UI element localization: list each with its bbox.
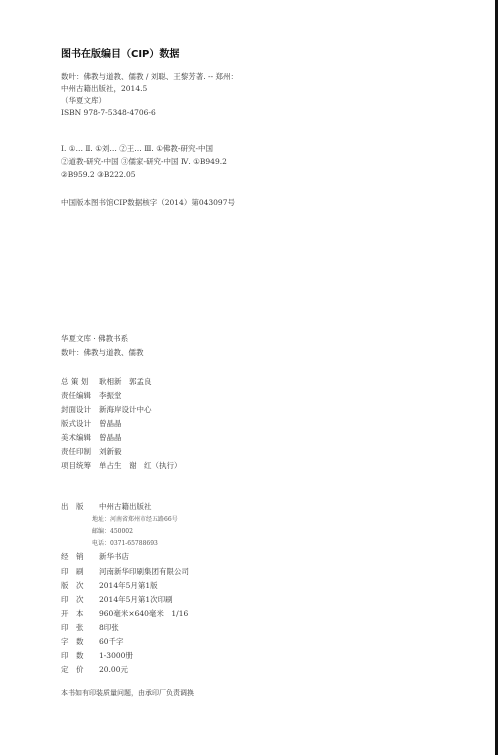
cip-record-number: 中国版本图书馆CIP数据核字（2014）第043097号 [61,198,235,207]
spec-value: 8印张 [99,623,119,632]
publisher-phone: 电话：0371-65788693 [92,540,158,547]
cip-class-line: Ⅰ. ①… Ⅱ. ①刘… ②王… Ⅲ. ①佛教-研究-中国 [61,144,213,153]
credit-value: 刘新毅 [99,447,122,456]
cip-heading: 图书在版编目（CIP）数据 [61,49,180,60]
spec-label: 字 数 [61,637,84,646]
credit-label: 责任印制 [61,447,91,456]
credit-value: 曾晶晶 [99,433,122,442]
credit-row [61,460,182,472]
spec-label: 印 次 [61,595,84,604]
credit-row [61,404,152,416]
spec-value: 960毫米×640毫米 1/16 [99,609,189,618]
credit-row [61,418,122,430]
cip-isbn: ISBN 978-7-5348-4706-6 [61,108,156,117]
credit-value: 李振堂 [99,391,122,400]
credit-value: 耿相新 郭孟良 [99,377,152,386]
spec-value: 新华书店 [99,552,129,561]
spec-label: 定 价 [61,665,84,674]
credit-value: 新海岸设计中心 [99,405,152,414]
spec-value: 2014年5月第1次印刷 [99,595,173,604]
credit-label: 总 策 划 [61,377,89,386]
credit-row [61,376,152,388]
spec-label: 开 本 [61,609,84,618]
publisher-name: 中州古籍出版社 [99,502,152,511]
spec-row [61,664,128,676]
spec-label: 印 刷 [61,567,84,576]
credit-label: 版式设计 [61,419,91,428]
spec-value: 20.00元 [99,665,128,674]
cip-line: （华夏文库） [61,96,106,105]
spec-row [61,551,129,563]
spec-value: 2014年5月第1版 [99,581,158,590]
cip-class-line: ②B959.2 ③B222.05 [61,170,136,179]
publisher-label: 出 版 [61,502,84,511]
spec-row [61,594,173,606]
publisher-postcode: 邮编：450002 [92,528,133,535]
publisher-row [61,501,152,513]
credit-row [61,446,122,458]
spec-row [61,636,124,648]
spec-label: 经 销 [61,552,84,561]
credit-value: 曾晶晶 [99,419,122,428]
cip-class-line: ②道教-研究-中国 ③儒家-研究-中国 Ⅳ. ①B949.2 [61,157,227,166]
spec-label: 印 张 [61,623,84,632]
spec-row [61,650,133,662]
cip-line: 数叶：佛教与道教、儒教 / 刘聪、王黎芳著. -- 郑州： [61,72,239,81]
cip-line: 中州古籍出版社，2014.5 [61,84,148,93]
spec-row [61,566,189,578]
series-title: 华夏文库 · 佛教书系 [61,334,129,343]
spec-row [61,580,158,592]
spec-row [61,608,188,620]
footer-note: 本书如有印装质量问题，由承印厂负责调换 [61,689,194,697]
publisher-address: 地址：河南省郑州市经五路66号 [92,516,178,523]
credit-label: 封面设计 [61,405,91,414]
spec-value: 1-3000册 [99,651,133,660]
credit-row [61,390,122,402]
spec-row [61,622,119,634]
credit-value: 单占生 谢 红（执行） [99,461,182,470]
credit-label: 美术编辑 [61,433,91,442]
spec-value: 河南新华印刷集团有限公司 [99,567,189,576]
credit-row [61,432,122,444]
credit-label: 责任编辑 [61,391,91,400]
credit-label: 项目统筹 [61,461,91,470]
spec-value: 60千字 [99,637,124,646]
series-subtitle: 数叶：佛教与道教、儒教 [61,348,144,357]
spec-label: 版 次 [61,581,84,590]
spec-label: 印 数 [61,651,84,660]
